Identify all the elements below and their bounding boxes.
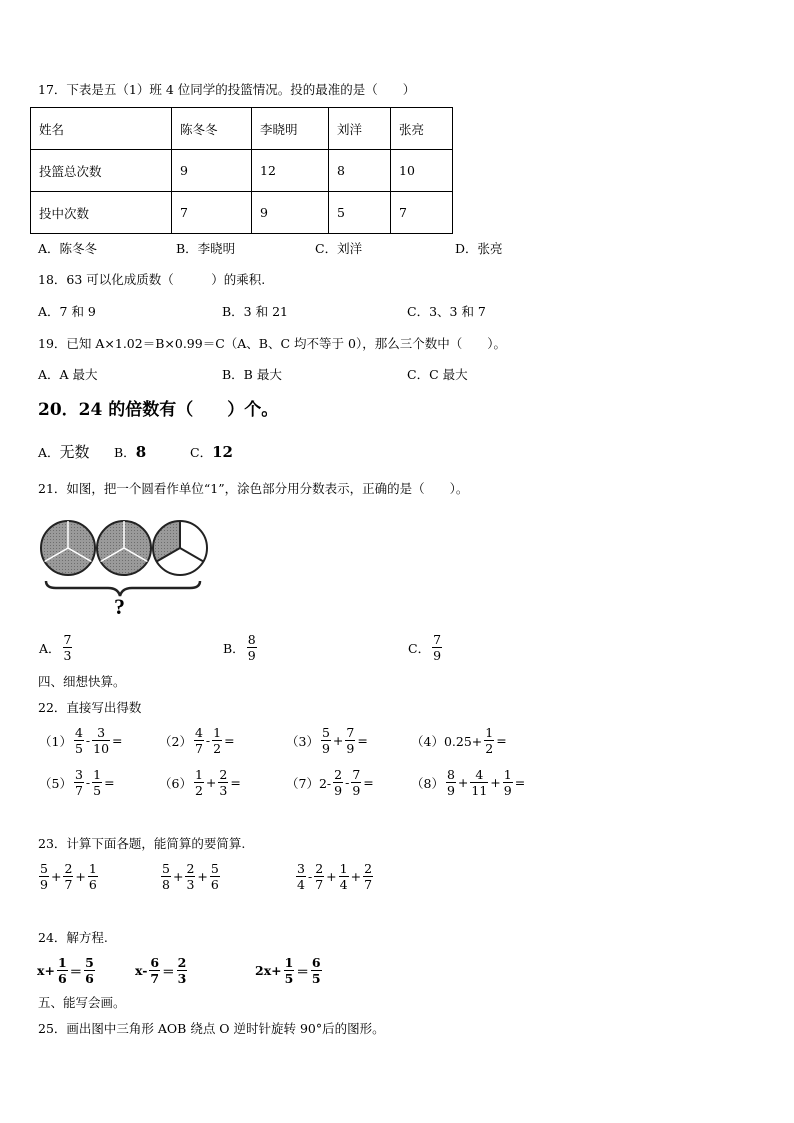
denominator: 4: [297, 877, 305, 893]
q18-option-a: A．7 和 9: [38, 304, 96, 319]
table-cell: 9: [252, 192, 329, 234]
q23-title: 23．计算下面各题，能简算的要简算.: [38, 836, 246, 851]
numerator: 5: [321, 725, 330, 740]
fraction: [314, 862, 324, 891]
operator: =: [357, 733, 368, 749]
denominator: 6: [88, 877, 97, 893]
table-cell: 刘洋: [329, 108, 391, 150]
operator: +: [490, 775, 501, 791]
denominator: 9: [334, 783, 343, 799]
q19-title: 19．已知 A×1.02＝B×0.99＝C（A、B、C 均不等于 0），那么三个数中（ ）。: [38, 336, 506, 351]
fraction: [446, 768, 456, 797]
fraction: [57, 956, 68, 985]
table-cell: 张亮: [391, 108, 453, 150]
table-cell: 7: [391, 192, 453, 234]
fraction: [284, 956, 295, 985]
q18-option-c: C．3、3 和 7: [407, 304, 486, 319]
fraction: [194, 768, 204, 797]
fraction: [363, 862, 373, 891]
option-text: 12: [212, 443, 233, 461]
fraction: [74, 768, 84, 797]
operator: -: [345, 775, 350, 791]
fraction: [210, 862, 220, 891]
expression-label: （6）: [159, 775, 192, 791]
fraction: [84, 956, 95, 985]
expression: [158, 726, 236, 755]
fraction: [88, 862, 98, 891]
numerator: 2: [177, 955, 187, 970]
q21-title: 21．如图，把一个圆看作单位“1”，涂色部分用分数表示，正确的是（ ）。: [38, 481, 469, 496]
table-cell: 李晓明: [252, 108, 329, 150]
option-letter: A．: [39, 640, 61, 656]
expression: [410, 726, 508, 755]
operator: +: [50, 869, 62, 885]
fraction: $\frac{7}{9}$: [433, 632, 442, 664]
numerator: 2: [64, 861, 73, 876]
table-cell: 9: [172, 150, 252, 192]
numerator: 2: [334, 767, 343, 782]
fraction: [503, 768, 513, 797]
expression-label: （7）2-: [286, 775, 332, 791]
numerator: 2: [219, 767, 228, 782]
fraction: [351, 768, 361, 797]
numerator: 2: [315, 861, 324, 876]
expression: [158, 862, 221, 891]
denominator: 6: [57, 971, 67, 987]
fraction: [194, 726, 204, 755]
expression: [285, 768, 375, 797]
denominator: 2: [213, 741, 222, 757]
expression: [134, 956, 188, 985]
denominator: 9: [40, 877, 48, 893]
expression: [254, 956, 323, 985]
numerator: 3: [74, 767, 83, 782]
numerator: 4: [475, 767, 484, 782]
numerator: 1: [194, 767, 203, 782]
denominator: 2: [194, 783, 203, 799]
denominator: 7: [74, 783, 83, 799]
expression: [38, 726, 124, 755]
numerator: 1: [213, 725, 222, 740]
expression-label: x+: [37, 963, 55, 979]
denominator: 9: [346, 741, 355, 757]
q21-option-b: [222, 633, 258, 662]
expression: [293, 862, 374, 891]
fraction: [218, 768, 228, 797]
expression-label: x-: [135, 963, 148, 979]
expression-label: （4）0.25+: [411, 733, 483, 749]
circle-1: [41, 521, 95, 575]
fraction: [484, 726, 494, 755]
numerator: 3: [97, 725, 106, 740]
expression-label: （1）: [39, 733, 72, 749]
q24-title: 24．解方程.: [38, 930, 108, 945]
option-text: 8: [135, 443, 147, 461]
numerator: 5: [85, 955, 94, 970]
expression-label: （2）: [159, 733, 192, 749]
numerator: 7: [346, 725, 355, 740]
operator: =: [514, 775, 526, 791]
numerator: 8: [446, 767, 455, 782]
q17-option-b: B．李晓明: [176, 241, 236, 256]
fraction: [333, 768, 343, 797]
expression: [410, 768, 526, 797]
operator: +: [75, 869, 86, 885]
table-cell: 5: [329, 192, 391, 234]
denominator: 7: [150, 971, 160, 987]
q20-option-b: [114, 445, 146, 460]
denominator: 9: [321, 741, 330, 757]
operator: +: [172, 869, 184, 885]
numerator: 1: [503, 767, 512, 782]
operator: ＝: [296, 963, 309, 979]
table-cell: 投篮总次数: [31, 150, 172, 192]
operator: =: [230, 775, 241, 791]
question-mark: ?: [114, 594, 125, 618]
numerator: 4: [194, 725, 203, 740]
q17-option-d: D．张亮: [455, 241, 503, 256]
denominator: 2: [485, 741, 494, 757]
table-cell: 7: [172, 192, 252, 234]
circle-3: [153, 521, 207, 575]
expression-label: （8）: [411, 775, 444, 791]
expression-label: 2x+: [255, 963, 282, 979]
denominator: 5: [74, 741, 83, 757]
numerator: 1: [284, 955, 294, 970]
table-cell: 投中次数: [31, 192, 172, 234]
fraction: [470, 768, 488, 797]
table-row: [31, 108, 453, 150]
q25-title: 25．画出图中三角形 AOB 绕点 O 逆时针旋转 90°后的图形。: [38, 1021, 385, 1036]
denominator: 6: [85, 971, 94, 987]
fraction: [321, 726, 331, 755]
fraction: [212, 726, 222, 755]
fraction: [63, 862, 73, 891]
expression: [36, 956, 96, 985]
option-letter: B．: [114, 445, 136, 460]
operator: -: [85, 733, 91, 749]
fraction: [177, 956, 188, 985]
denominator: 5: [284, 971, 294, 987]
numerator: 2: [186, 861, 195, 876]
fraction: [74, 726, 84, 755]
numerator: 6: [150, 955, 160, 970]
numerator: 1: [339, 861, 348, 876]
table-cell: 姓名: [31, 108, 172, 150]
operator: -: [307, 869, 313, 885]
table-cell: 陈冬冬: [172, 108, 252, 150]
fraction: [39, 862, 49, 891]
fraction: $\frac{7}{3}$: [63, 632, 72, 664]
operator: =: [104, 775, 115, 791]
option-letter: B．: [223, 640, 245, 656]
denominator: 8: [162, 877, 170, 893]
denominator: 7: [364, 877, 373, 893]
circle-2: [97, 521, 151, 575]
q22-title: 22．直接写出得数: [38, 700, 142, 715]
operator: +: [197, 869, 208, 885]
denominator: 7: [315, 877, 324, 893]
q17-option-c: C．刘洋: [315, 241, 363, 256]
numerator: 1: [93, 767, 102, 782]
denominator: 10: [93, 741, 110, 757]
expression: [158, 768, 242, 797]
operator: -: [205, 733, 211, 749]
table-cell: 12: [252, 150, 329, 192]
operator: =: [112, 733, 123, 749]
numerator: 6: [311, 955, 321, 970]
q21-circles-figure: [38, 518, 218, 618]
denominator: 9: [503, 783, 512, 799]
q19-option-b: B．B 最大: [222, 367, 282, 382]
fraction: [161, 862, 171, 891]
q17-option-a: A．陈冬冬: [38, 241, 98, 256]
q20-option-c: [190, 445, 233, 460]
expression: [285, 726, 369, 755]
q19-option-a: A．A 最大: [38, 367, 98, 382]
denominator: 11: [471, 783, 488, 799]
denominator: 7: [194, 741, 203, 757]
operator: =: [496, 733, 507, 749]
q21-option-c: [407, 633, 443, 662]
operator: +: [205, 775, 217, 791]
q20-title: 20．24 的倍数有（ ）个。: [38, 400, 279, 420]
table-cell: 8: [329, 150, 391, 192]
q17-table: [30, 107, 453, 234]
fraction: [296, 862, 306, 891]
fraction: [92, 726, 110, 755]
numerator: 4: [74, 725, 83, 740]
denominator: 3: [219, 783, 228, 799]
operator: +: [326, 869, 337, 885]
option-text: 无数: [59, 443, 90, 461]
denominator: 3: [186, 877, 195, 893]
q21-option-a: [38, 633, 73, 662]
operator: +: [332, 733, 344, 749]
operator: ＝: [162, 963, 175, 979]
denominator: 5: [311, 971, 321, 987]
table-row: [31, 150, 453, 192]
fraction: [339, 862, 349, 891]
denominator: 3: [177, 971, 187, 987]
numerator: 5: [40, 861, 48, 876]
numerator: 1: [88, 861, 97, 876]
fraction: $\frac{8}{9}$: [247, 632, 256, 664]
operator: =: [363, 775, 374, 791]
q18-title: 18．63 可以化成质数（ ）的乘积.: [38, 272, 266, 287]
operator: =: [224, 733, 235, 749]
numerator: 5: [210, 861, 219, 876]
denominator: 6: [210, 877, 219, 893]
numerator: 3: [297, 861, 305, 876]
fraction: [185, 862, 195, 891]
section-4-heading: 四、细想快算。: [38, 674, 126, 689]
q18-option-b: B．3 和 21: [222, 304, 288, 319]
q17-title: 17．下表是五（1）班 4 位同学的投篮情况。投的最准的是（ ）: [38, 82, 416, 97]
q20-option-a: [38, 445, 90, 460]
denominator: 9: [446, 783, 455, 799]
denominator: 5: [93, 783, 102, 799]
fraction: [149, 956, 160, 985]
numerator: 1: [57, 955, 67, 970]
operator: +: [350, 869, 362, 885]
numerator: 2: [364, 861, 373, 876]
expression: [38, 768, 116, 797]
section-5-heading: 五、能写会画。: [38, 995, 126, 1010]
table-row: [31, 192, 453, 234]
table-cell: 10: [391, 150, 453, 192]
option-letter: C．: [408, 640, 431, 656]
option-letter: A．: [38, 445, 60, 460]
fraction: [92, 768, 102, 797]
numerator: 1: [485, 725, 494, 740]
expression-label: （5）: [39, 775, 72, 791]
operator: +: [457, 775, 469, 791]
operator: ＝: [69, 963, 83, 979]
q19-option-c: C．C 最大: [407, 367, 468, 382]
numerator: 7: [352, 767, 361, 782]
denominator: 4: [339, 877, 348, 893]
expression: [36, 862, 99, 891]
fraction: [311, 956, 322, 985]
denominator: 9: [352, 783, 361, 799]
numerator: 5: [162, 861, 170, 876]
operator: -: [85, 775, 91, 791]
fraction: [345, 726, 355, 755]
expression-label: （3）: [286, 733, 319, 749]
option-letter: C．: [190, 445, 213, 460]
denominator: 7: [64, 877, 73, 893]
